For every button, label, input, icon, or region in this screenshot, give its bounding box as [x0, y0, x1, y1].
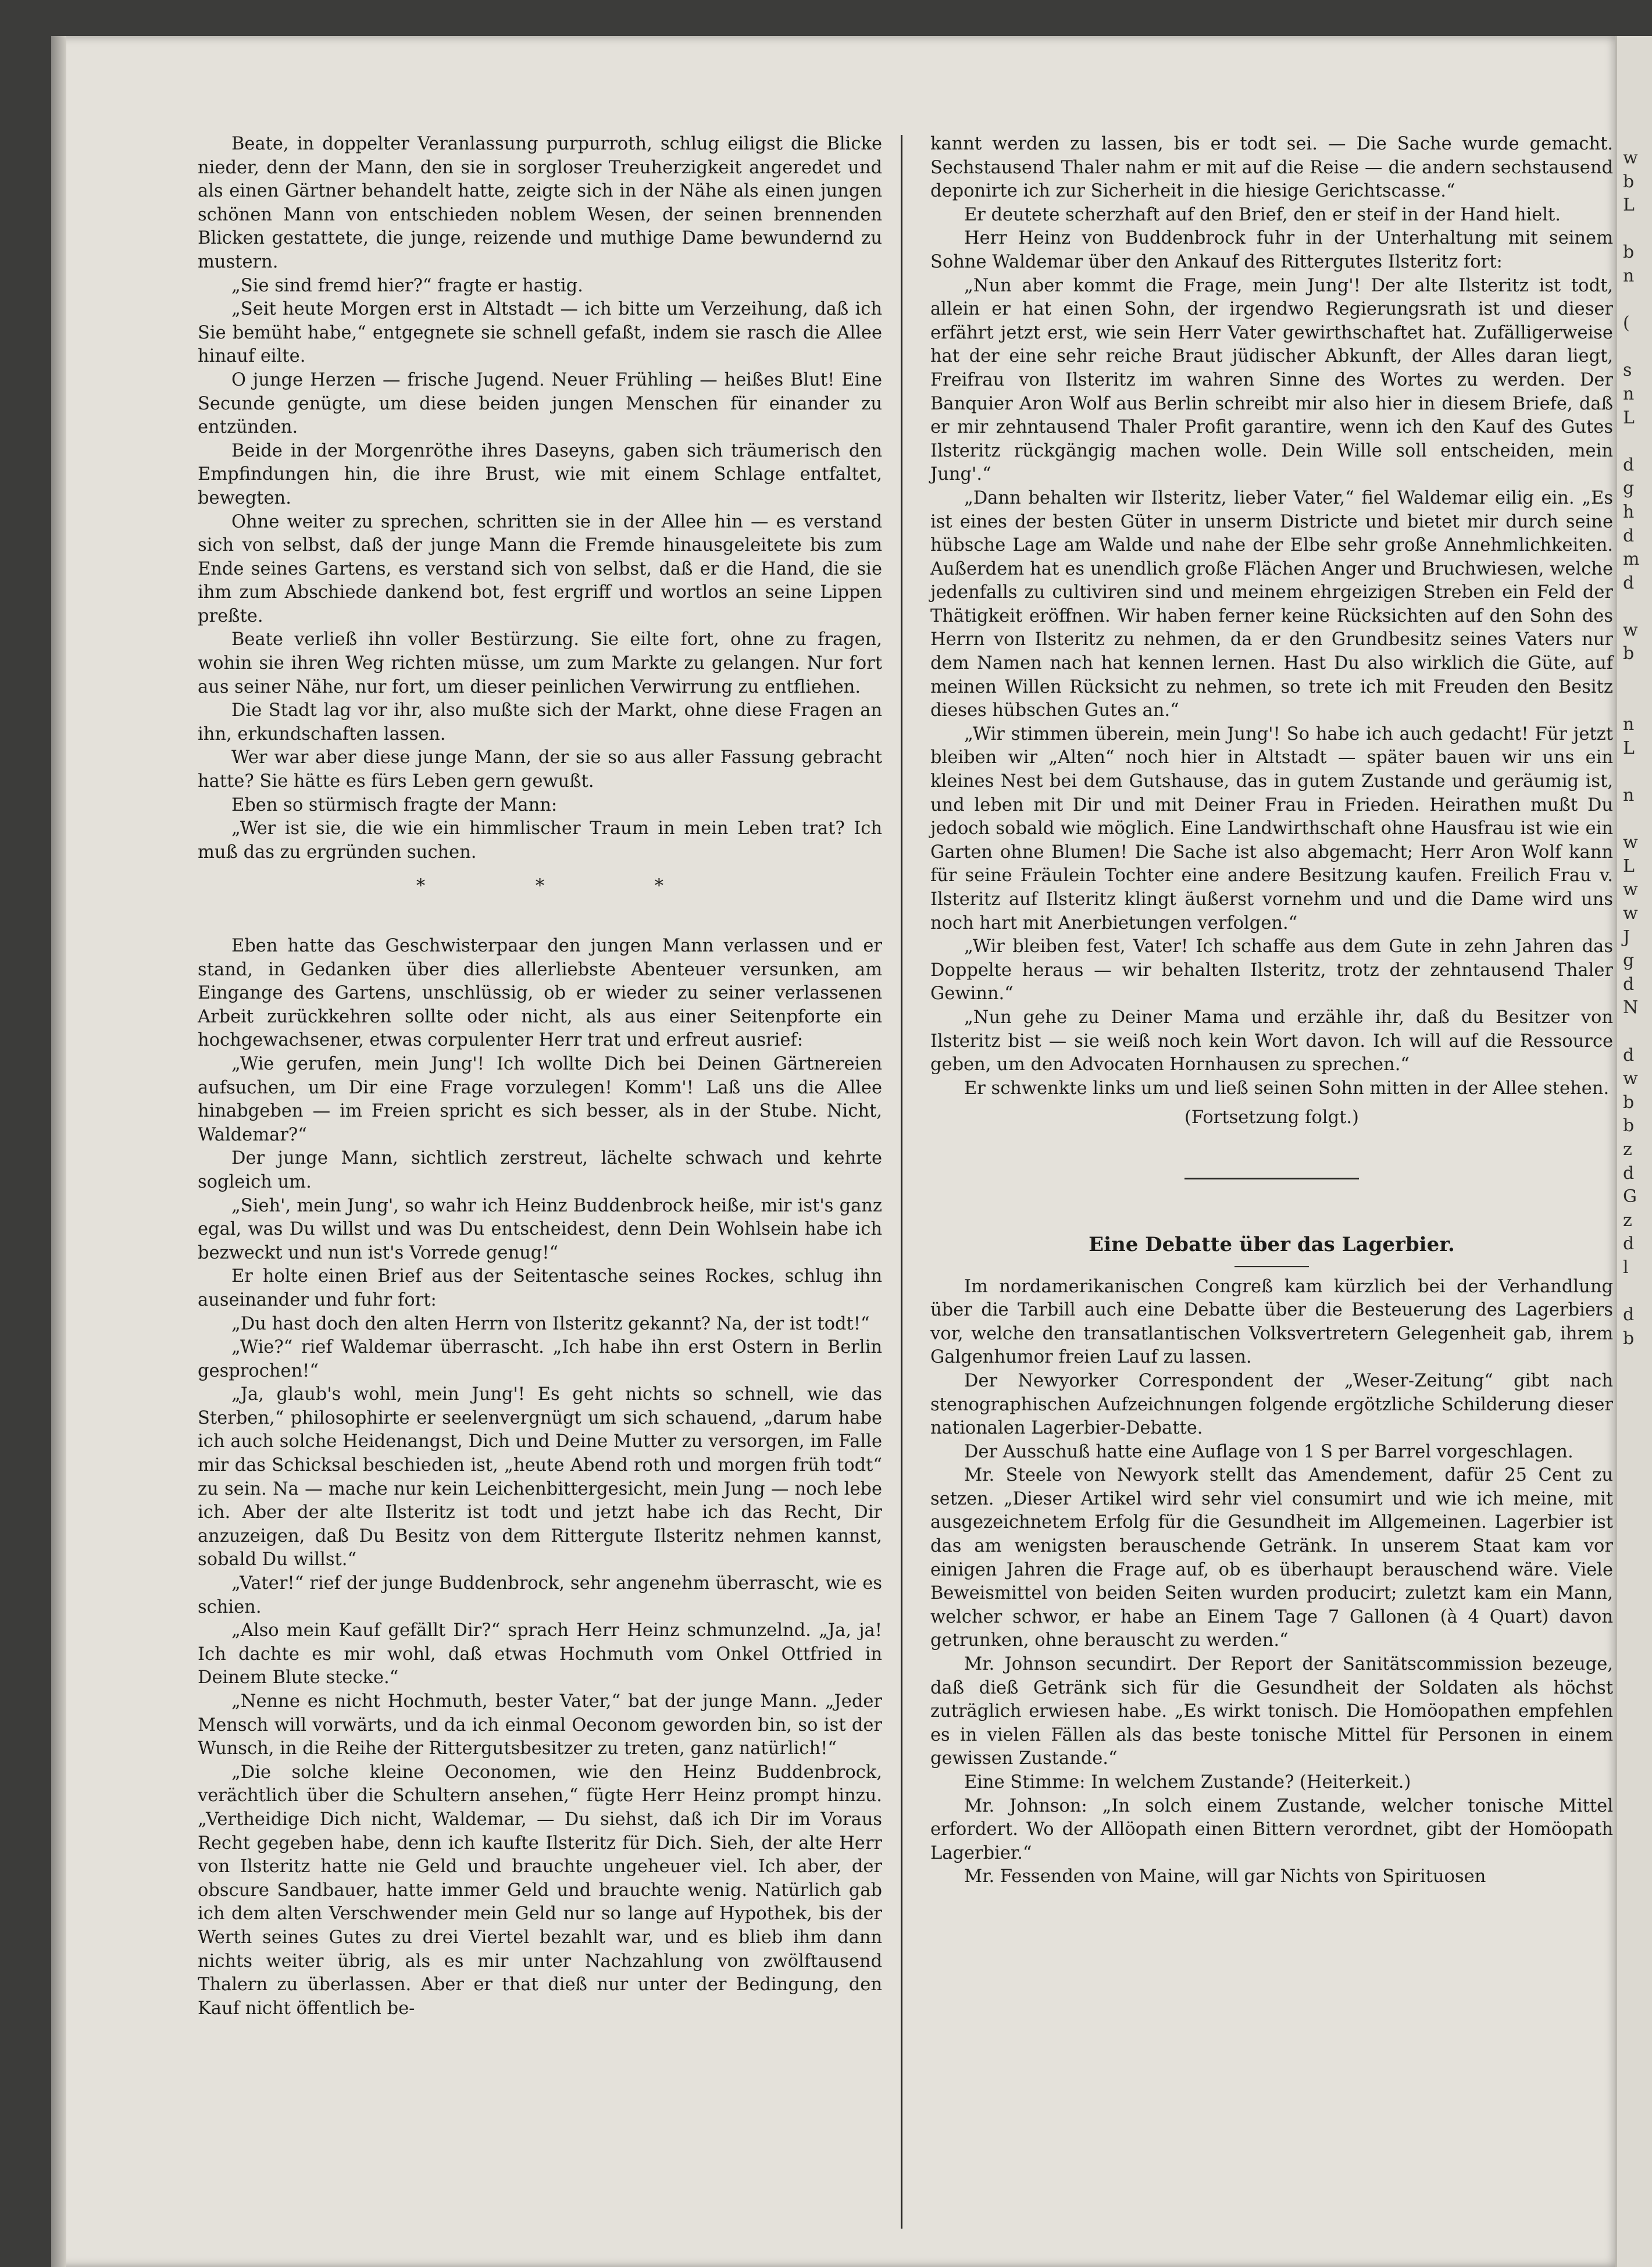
paragraph: „Also mein Kauf gefällt Dir?“ sprach Herr Heinz schmunzelnd. „Ja, ja! Ich dachte es mir wohl, daß etwas Hochmuth vom Onkel Ottfried in Deinem Blute stecke.“ — [198, 1620, 882, 1688]
paragraph: Er deutete scherzhaft auf den Brief, den er steif in der Hand hielt. — [964, 204, 1561, 225]
paragraph: Beate verließ ihn voller Bestürzung. Sie eilte fort, ohne zu fragen, wohin sie ihren Weg richten müsse, um zum Markte zu gelangen. Nur fort aus seiner Nähe, nur fort, um dieser peinlichen Verwirrung zu entfliehen. — [198, 629, 882, 697]
continuation-note: (Fortsetzung folgt.) — [1184, 1107, 1359, 1128]
adjacent-page-text: w b L b n ( s n L d g h d m d w b n L n w L w w J g d N d w b b z d G z d l d b — [1623, 148, 1640, 1349]
paragraph: „Dann behalten wir Ilsteritz, lieber Vater,“ fiel Waldemar eilig ein. „Es ist eines der besten Güter in unserm Districte und bietet mir durch seine hübsche Lage am Walde und nahe der Elbe sehr große Annehmlichkeiten. Außerdem hat es unendlich große Flächen Anger und Bruchwiesen, welche jedenfalls zu cultiviren sind und meinem ehrgeizigen Streben ein Feld der Thätigkeit eröffnen. Wir haben ferner keine Rücksichten auf den Sohn des Herrn von Ilsteritz zu nehmen, da er den Grundbesitz seines Vaters nur dem Namen nach hat kennen lernen. Hast Du also wirklich die Güte, auf meinen Willen Rücksicht zu nehmen, so trete ich mit Freuden den Besitz dieses hübschen Gutes an.“ — [930, 487, 1613, 721]
paragraph: „Wie?“ rief Waldemar überrascht. „Ich habe ihn erst Ostern in Berlin gesprochen!“ — [198, 1337, 882, 1381]
paragraph: „Wie gerufen, mein Jung'! Ich wollte Dich bei Deinen Gärtnereien aufsuchen, um Dir eine Frage vorzulegen! Komm'! Laß uns die Allee hinabgeben — im Freien spricht es sich besser, als in der Stube. Nicht, Waldemar?“ — [198, 1053, 882, 1145]
paragraph: „Sie sind fremd hier?“ fragte er hastig. — [231, 275, 583, 296]
paragraph: „Die solche kleine Oeconomen, wie den Heinz Buddenbrock, verächtlich über die Schultern ansehen,“ fügte Herr Heinz prompt hinzu. „Vertheidige Dich nicht, Waldemar, — Du siehst, daß ich Dir im Voraus Recht gegeben habe, denn ich kaufte Ilsteritz für Dich. Sieh, der alte Herr von Ilsteritz hatte nie Geld und brauchte ungeheuer viel. Ich aber, der obscure Sandbauer, hatte immer Geld und brauchte wenig. Natürlich gab ich dem alten Verschwender mein Geld nur so lange auf Hypothek, bis der Werth seines Gutes zu drei Viertel bezahlt war, und es blieb ihm dann nichts weiter übrig, als es mir unter Nachzahlung von zwölftausend Thalern zu überlassen. Aber er that dieß nur unter der Bedingung, den Kauf nicht öffentlich be- — [198, 1762, 882, 2019]
paragraph: Eben hatte das Geschwisterpaar den jungen Mann verlassen und er stand, in Gedanken über dies allerliebste Abenteuer versunken, am Eingange des Gartens, unschlüssig, ob er wieder zu seiner verlassenen Arbeit zurückkehren sollte oder nicht, als aus einer Seitenpforte ein hochgewachsener, etwas corpulenter Herr trat und erfreut ausrief: — [198, 936, 882, 1051]
paragraph: „Wer ist sie, die wie ein himmlischer Traum in mein Leben trat? Ich muß das zu ergründen suchen. — [198, 818, 882, 862]
paragraph: Eine Stimme: In welchem Zustande? (Heiterkeit.) — [964, 1772, 1411, 1792]
paragraph: „Wir stimmen überein, mein Jung'! So habe ich auch gedacht! Für jetzt bleiben wir „Alten“ noch hier in Altstadt — später bauen wir uns ein kleines Nest bei dem Gutshause, das in gutem Zustande und geräumig ist, und leben mit Dir und mit Deiner Frau in Frieden. Heirathen mußt Du jedoch sobald wie möglich. Eine Landwirthschaft ohne Hausfrau ist wie ein Garten ohne Blumen! Die Sache ist also abgemacht; Herr Aron Wolf kann für seine Fräulein Tochter eine andere Besitzung kaufen. Freilich Frau v. Ilsteritz auf Ilsteritz klingt äußerst vornehm und und die Dame wird uns noch hart mit Anerbietungen verfolgen.“ — [930, 723, 1613, 933]
paragraph: O junge Herzen — frische Jugend. Neuer Frühling — heißes Blut! Eine Secunde genügte, um diese beiden jungen Menschen für einander zu entzünden. — [198, 369, 882, 438]
right-column — [930, 133, 1613, 1889]
paragraph: Mr. Fessenden von Maine, will gar Nichts von Spirituosen — [964, 1866, 1486, 1887]
adjacent-page-edge — [1615, 36, 1652, 2267]
paragraph: Im nordamerikanischen Congreß kam kürzlich bei der Verhandlung über die Tarbill auch eine Debatte über die Besteuerung des Lagerbiers vor, welche den transatlantischen Volksvertretern Gelegenheit gab, ihrem Galgenhumor freien Lauf zu lassen. — [930, 1276, 1613, 1368]
column-divider — [901, 135, 902, 2229]
left-column — [198, 133, 882, 2020]
paragraph: Wer war aber diese junge Mann, der sie so aus aller Fassung gebracht hatte? Sie hätte es fürs Leben gern gewußt. — [198, 747, 882, 792]
section-break-stars: * * * — [416, 876, 664, 897]
separator-rule — [1184, 1178, 1359, 1179]
paragraph: Er schwenkte links um und ließ seinen Sohn mitten in der Allee stehen. — [964, 1078, 1610, 1099]
paragraph: Mr. Steele von Newyork stellt das Amendement, dafür 25 Cent zu setzen. „Dieser Artikel wird sehr viel consumirt und wie ich meine, mit ausgezeichnetem Erfolg für die Gesundheit im Allgemeinen. Lagerbier ist das am wenigsten berauschende Getränk. In unserem Staat kam vor einigen Jahren die Frage auf, ob es überhaupt berauschend wäre. Viele Beweismittel von beiden Seiten wurden producirt; zuletzt kam ein Mann, welcher schwor, er habe an Einem Tage 7 Gallonen (à 4 Quart) davon getrunken, ohne berauscht zu werden.“ — [930, 1465, 1613, 1651]
paragraph: „Nun gehe zu Deiner Mama und erzähle ihr, daß du Besitzer von Ilsteritz bist — sie weiß noch kein Wort davon. Ich will auf die Ressource geben, um den Advocaten Hornhausen zu sprechen.“ — [930, 1007, 1613, 1075]
paragraph: Eben so stürmisch fragte der Mann: — [231, 794, 558, 815]
paragraph: Der Ausschuß hatte eine Auflage von 1 S per Barrel vorgeschlagen. — [964, 1441, 1573, 1462]
paragraph: „Ja, glaub's wohl, mein Jung'! Es geht nichts so schnell, wie das Sterben,“ philosophirte er seelenvergnügt um sich schauend, „darum habe ich auch solche Heidenangst, Dich und Deine Mutter zu versorgen, im Falle mir das Schicksal beschieden ist, „heute Abend roth und morgen früh todt“ zu sein. Na — mache nur kein Leichenbittergesicht, mein Jung — noch lebe ich. Aber der alte Ilsteritz ist todt und jetzt habe ich das Recht, Dir anzuzeigen, daß Du Besitz von dem Rittergute Ilsteritz nehmen kannst, sobald Du willst.“ — [198, 1384, 882, 1570]
paragraph: „Wir bleiben fest, Vater! Ich schaffe aus dem Gute in zehn Jahren das Doppelte heraus — wir behalten Ilsteritz, trotz der zehntausend Thaler Gewinn.“ — [930, 936, 1613, 1004]
paragraph: Beide in der Morgenröthe ihres Daseyns, gaben sich träumerisch den Empfindungen hin, die ihre Brust, wie mit einem Schlage entfaltet, bewegten. — [198, 440, 882, 508]
paragraph: „Nenne es nicht Hochmuth, bester Vater,“ bat der junge Mann. „Jeder Mensch will vorwärts, und da ich einmal Oeconom geworden bin, so ist der Wunsch, in die Reihe der Rittergutsbesitzer zu treten, ganz natürlich!“ — [198, 1691, 882, 1759]
paragraph: Der junge Mann, sichtlich zerstreut, lächelte schwach und kehrte sogleich um. — [198, 1148, 882, 1192]
page-binding — [51, 36, 66, 2267]
paragraph: Mr. Johnson secundirt. Der Report der Sanitätscommission bezeuge, daß dieß Getränk sich für die Gesundheit der Soldaten als höchst zuträglich erwiesen habe. „Es wirkt tonisch. Die Homöopathen empfehlen es in vielen Fällen als das beste tonische Mittel für Personen in einem gewissen Zustande.“ — [930, 1654, 1613, 1769]
title-underline — [1234, 1266, 1309, 1267]
paragraph: Der Newyorker Correspondent der „Weser-Zeitung“ gibt nach stenographischen Aufzeichnungen folgende ergötzliche Schilderung dieser nationalen Lagerbier-Debatte. — [930, 1370, 1613, 1439]
paragraph: „Seit heute Morgen erst in Altstadt — ich bitte um Verzeihung, daß ich Sie bemüht habe,“ entgegnete sie schnell gefaßt, indem sie rasch die Allee hinauf eilte. — [198, 299, 882, 367]
paragraph: Mr. Johnson: „In solch einem Zustande, welcher tonische Mittel erfordert. Wo der Allöopath einen Bittern verordnet, gibt der Homöopath Lagerbier.“ — [930, 1795, 1613, 1863]
paragraph: Ohne weiter zu sprechen, schritten sie in der Allee hin — es verstand sich von selbst, daß der junge Mann die Fremde hinausgeleitete bis zum Ende seines Gartens, es verstand sich von selbst, daß er die Hand, die sie ihm zum Abschiede dankend bot, fest ergriff und wortlos an seine Lippen preßte. — [198, 511, 882, 626]
paragraph: kannt werden zu lassen, bis er todt sei. — Die Sache wurde gemacht. Sechstausend Thaler nahm er mit auf die Reise — die andern sechstausend deponirte ich zur Sicherheit in die hiesige Gerichtscasse.“ — [930, 134, 1613, 202]
paragraph: Beate, in doppelter Veranlassung purpurroth, schlug eiligst die Blicke nieder, denn der Mann, den sie in sorgloser Treuherzigkeit angeredet und als einen Gärtner behandelt hatte, zeigte sich in der Nähe als einen jungen schönen Mann von entschieden noblem Wesen, der seinen brennenden Blicken gestattete, die junge, reizende und muthige Dame bewundernd zu mustern. — [198, 134, 882, 272]
paragraph: „Sieh', mein Jung', so wahr ich Heinz Buddenbrock heiße, mir ist's ganz egal, was Du willst und was Du entscheidest, denn Dein Wohlsein habe ich bezweckt und nun ist's Vorrede genug!“ — [198, 1195, 882, 1263]
article-title: Eine Debatte über das Lagerbier. — [1089, 1232, 1455, 1256]
paragraph: „Nun aber kommt die Frage, mein Jung'! Der alte Ilsteritz ist todt, allein er hat einen Sohn, der irgendwo Regierungsrath ist und dieser erfährt jetzt erst, wie sein Herr Vater gewirthschaftet hat. Zufälligerweise hat der eine sehr reiche Braut jüdischer Abkunft, der Alles daran liegt, Freifrau von Ilsteritz im wahren Sinne des Wortes zu werden. Der Banquier Aron Wolf aus Berlin schreibt mir also hier in diesem Briefe, daß er mir zehntausend Thaler Profit garantire, wenn ich den Kauf des Gutes Ilsteritz rückgängig machen wolle. Dein Wille soll entscheiden, mein Jung'.“ — [930, 275, 1613, 485]
paragraph: Die Stadt lag vor ihr, also mußte sich der Markt, ohne diese Fragen an ihn, erkundschaften lassen. — [198, 700, 882, 744]
paragraph: „Vater!“ rief der junge Buddenbrock, sehr angenehm überrascht, wie es schien. — [198, 1573, 882, 1617]
paragraph: Er holte einen Brief aus der Seitentasche seines Rockes, schlug ihn auseinander und fuhr fort: — [198, 1266, 882, 1310]
paragraph: „Du hast doch den alten Herrn von Ilsteritz gekannt? Na, der ist todt!“ — [231, 1313, 870, 1334]
paragraph: Herr Heinz von Buddenbrock fuhr in der Unterhaltung mit seinem Sohne Waldemar über den Ankauf des Rittergutes Ilsteritz fort: — [930, 228, 1613, 272]
